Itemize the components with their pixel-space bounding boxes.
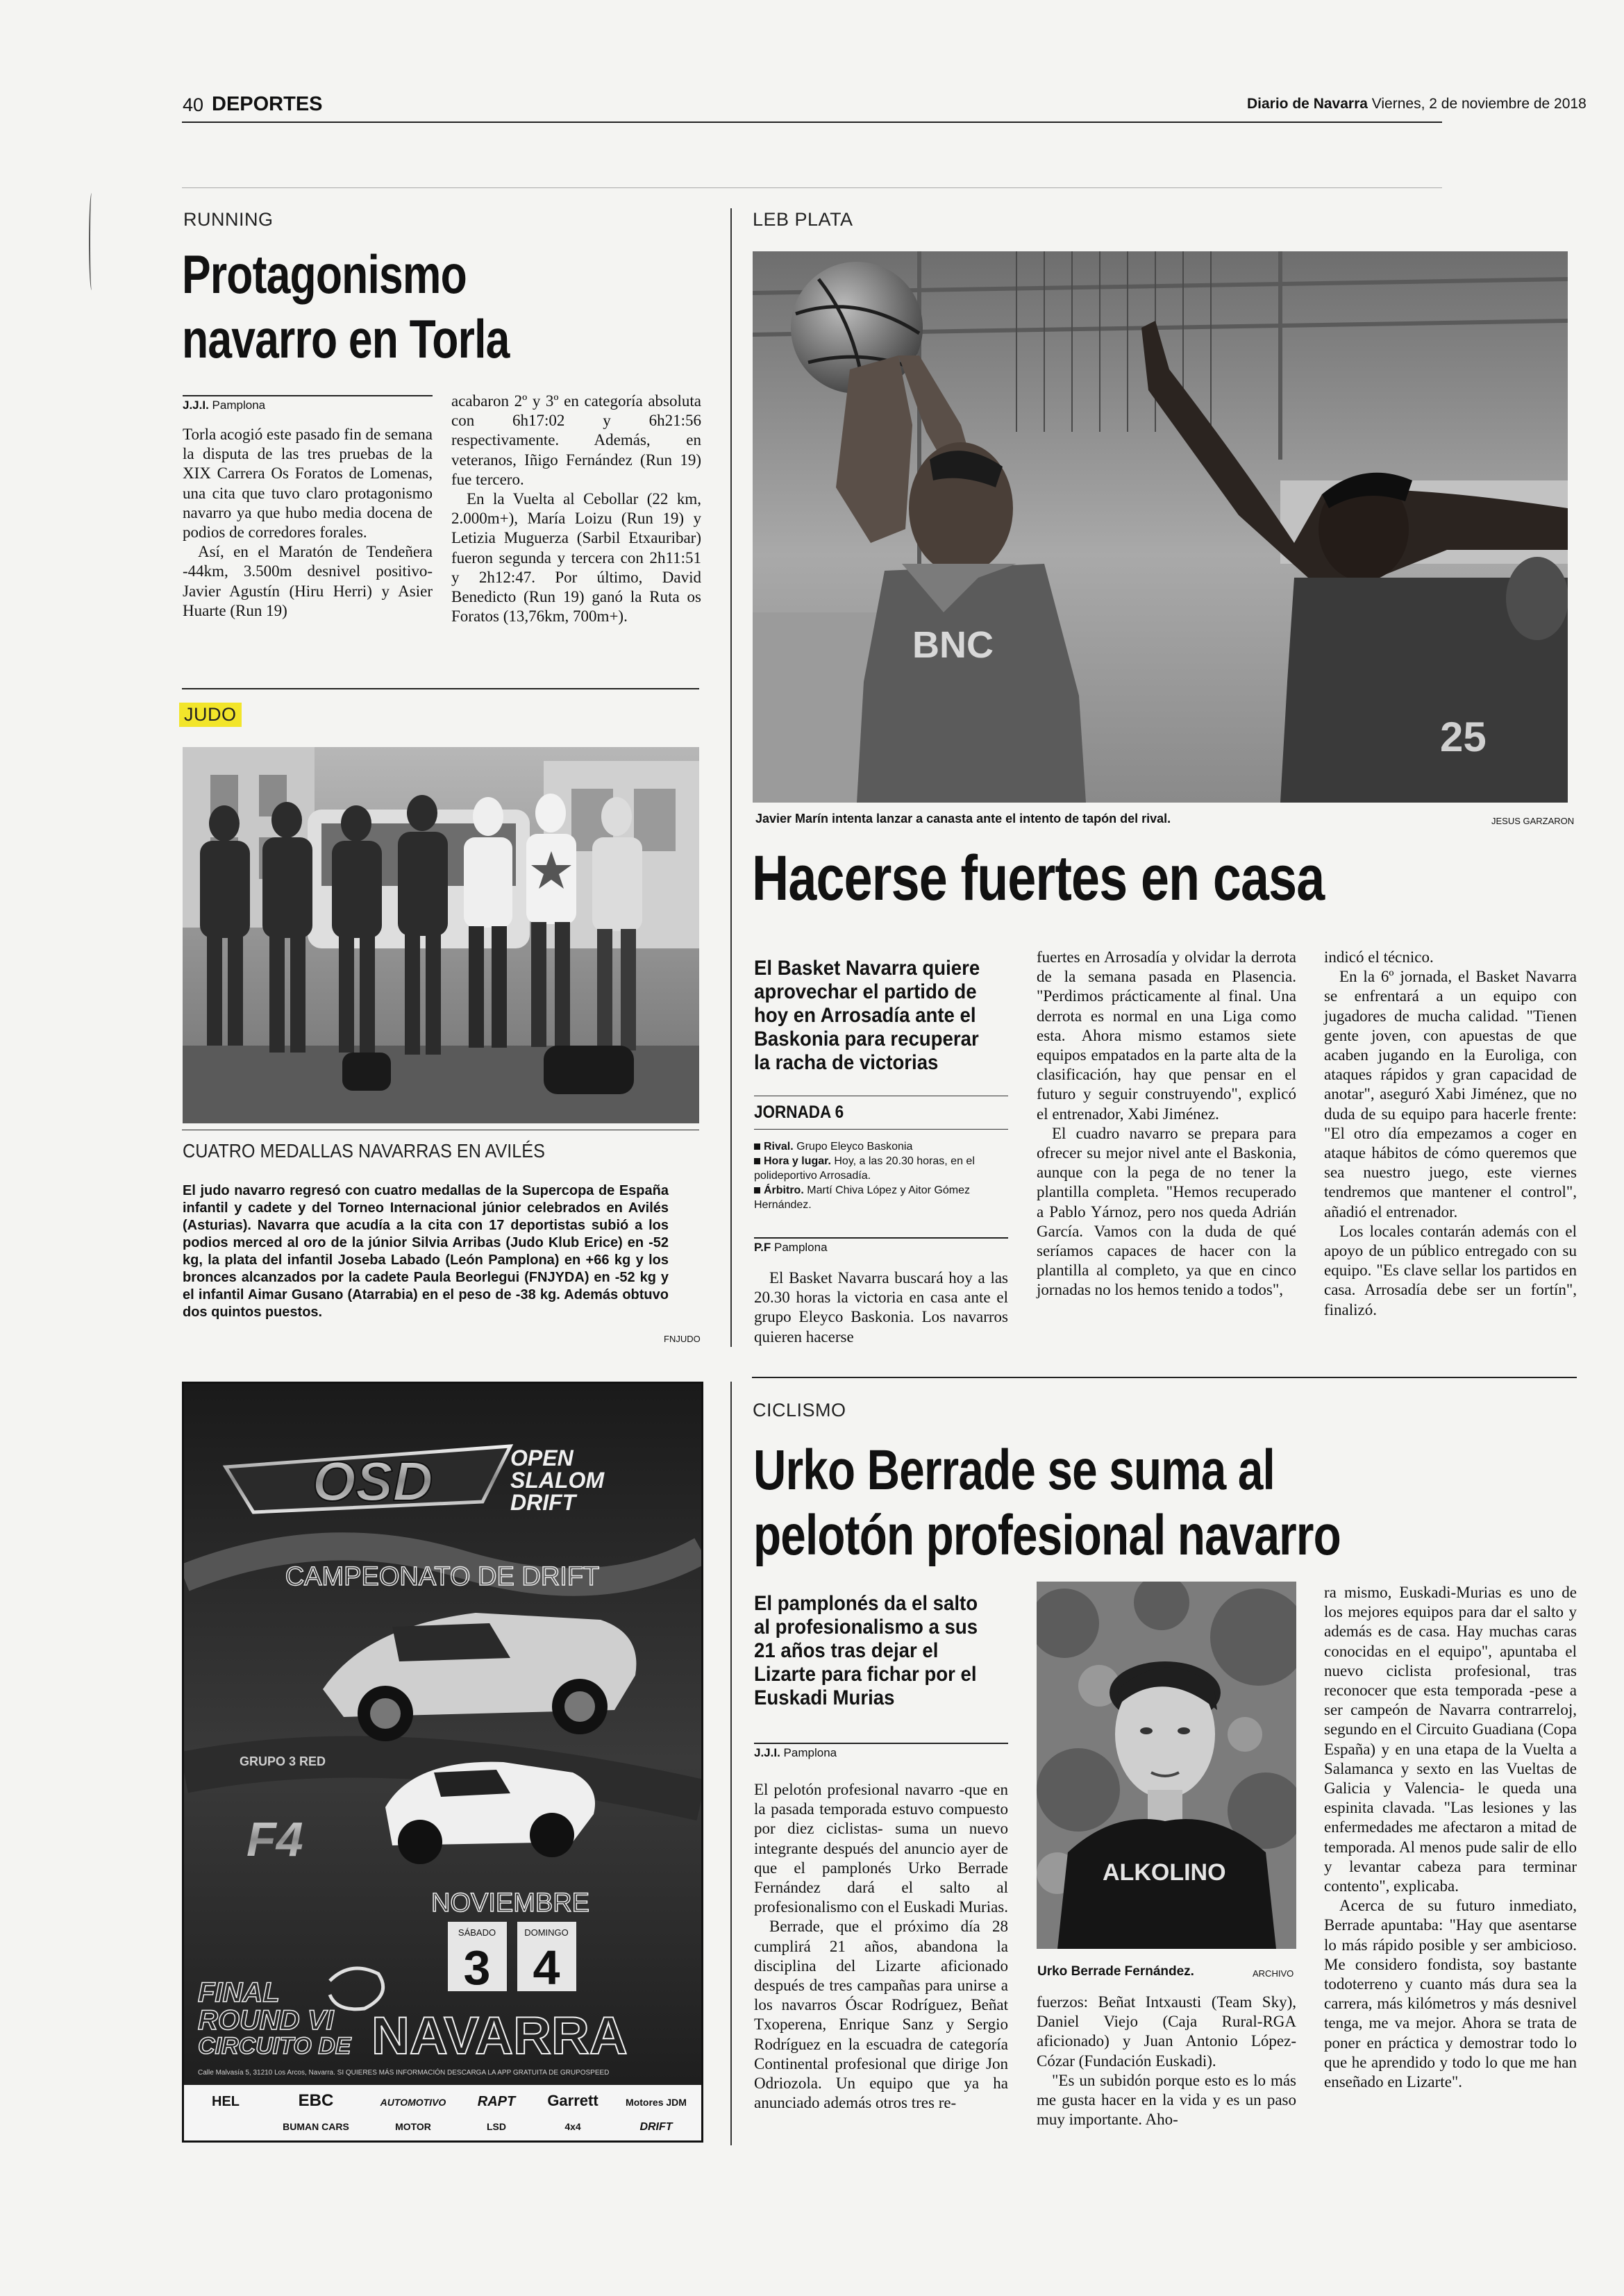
basketball-action-photo-image [753,251,1568,803]
column-divider-bottom [730,1382,732,2145]
column-divider-top [730,208,732,1347]
judo-photo-credit: FNJUDO [664,1334,701,1344]
leb-jornada: JORNADA 6 [754,1103,844,1122]
header-rule [182,121,1442,123]
ciclismo-para: El pelotón profesional navarro -que en la pasada temporada estuvo compuesto por diez ciclistas- suma un nuevo integrante después del anuncio ayer de que el pamplonés Urko Berrade Fernández dará el salto al profesionalismo con el Euskadi Murias. [754,1781,1009,1916]
ad-address: Calle Malvasía 5, 31210 Los Arcos, Navarra. SI QUIERES MÁS INFORMACIÓN DESCARGA LA APP GRATUITA DE GRUPOSPEED [198,2069,610,2077]
running-headline-1: Protagonismo [182,244,467,305]
sponsor-4x4: 4x4 [564,2121,581,2132]
ad-month: NOVIEMBRE [430,1888,590,1918]
running-para: acabaron 2º y 3º en categoría absoluta con 6h17:02 y 6h21:56 respectivamente. Además, en veteranos, Iñigo Fernández (Run 19) fue tercero. [451,392,701,488]
jersey-number: 25 [1440,714,1487,760]
fact-label: Hora y lugar. [764,1155,831,1167]
judo-team-photo [183,747,699,1123]
leb-photo-credit: JESUS GARZARON [1491,816,1575,826]
header-rule-thin [182,187,1442,188]
ciclismo-byline-rule [754,1743,1008,1744]
fact-value: Hoy, a las 20.30 horas, en el polideportivo Arrosadía. [754,1155,975,1182]
ad-group: GRUPO 3 RED [240,1754,326,1768]
ciclismo-section-label: CICLISMO [753,1400,846,1421]
ad-final: FINAL [198,1977,280,2008]
drift-ad-artwork [184,1384,701,2140]
ciclismo-photo-caption: Urko Berrade Fernández. [1037,1964,1194,1979]
ad-round: ROUND VI [198,2005,334,2036]
ad-logo-open: OPEN [510,1446,574,1470]
running-byline-author: J.J.I. [183,399,209,412]
fact-hora [754,1154,1010,1183]
page-date: Viernes, 2 de noviembre de 2018 [1371,96,1587,112]
leb-para: El Basket Navarra buscará hoy a las 20.30 horas la victoria en casa ante el grupo Eleyco Baskonia. Los navarros quieren hacerse [754,1269,1008,1346]
sponsor-automotivo: AUTOMOTIVO [380,2097,446,2108]
leb-para: fuertes en Arrosadía y olvidar la derrota de la semana pasada en Plasencia. "Perdimos prácticamente al final. Una derrota es normal en una Liga como esta. Ahora mismo estamos siete equipos empatados en la parte alta de la clasificación, hay que pensar en el futuro y seguir construyendo", explicó el entrenador, Xabi Jiménez. [1037,948,1296,1123]
leb-subhead: El Basket Navarra quiere aprovechar el partido de hoy en Arrosadía ante el Baskonia para recuperar la racha de victorias [754,957,980,1074]
scan-edge-mark [89,193,94,290]
basketball-action-photo [753,251,1568,803]
ad-logo-drift: DRIFT [510,1490,576,1515]
ciclismo-byline-city: Pamplona [783,1746,837,1759]
leb-facts [754,1139,1010,1212]
running-section-label: RUNNING [183,209,274,230]
sponsor-buman: BUMAN CARS [283,2121,349,2132]
leb-bottom-rule [752,1377,1577,1378]
ad-day-label-sat: SÁBADO [458,1927,496,1938]
ad-day-label-sun: DOMINGO [524,1927,569,1938]
leb-col-2 [1037,948,1296,1300]
ad-circuito: CIRCUITO DE [198,2033,351,2059]
judo-section-label: JUDO [179,703,242,727]
running-para: En la Vuelta al Cebollar (22 km, 2.000m+), María Loizu (Run 19) y Letizia Muguerza (Sarbil Etxauribar) fueron segunda y tercera con 2h11:51 y 2h12:47. Por último, David Benedicto (Run 19) ganó la Ruta os Foratos (13,76km, 700m+). [451,490,701,626]
page-date-line [1247,96,1587,112]
leb-byline-city: Pamplona [774,1241,828,1254]
leb-byline [754,1241,828,1255]
running-byline-city: Pamplona [212,399,266,412]
sponsor-hel: HEL [212,2094,240,2109]
ciclismo-para: Acerca de su futuro inmediato, Berrade apuntaba: "Hay que asentarse lo más rápido posible y ser ambicioso. Me considero fondista, soy bastante todoterreno y cuanto más dura sea la carrera, más kilómetros y más desnivel tenga, me va mejor. Ahora se trata de poner en práctica y demostrar todo lo que he aprendido y todo lo que me han enseñado en Lizarte". [1324,1897,1577,2091]
leb-section-label: LEB PLATA [753,209,853,230]
leb-para: indicó el técnico. [1324,948,1434,966]
ad-day-4: 4 [533,1941,560,1995]
ciclismo-byline-author: J.J.I. [754,1746,780,1759]
ad-logo-slalom: SLALOM [510,1468,605,1493]
running-bottom-rule [182,688,699,689]
fact-value: Grupo Eleyco Baskonia [796,1141,913,1153]
jersey-letters: BNC [912,624,994,666]
page-number: 40 [183,94,204,115]
ciclismo-col-1 [754,1780,1008,2113]
fact-label: Árbitro. [764,1184,804,1196]
sponsor-garrett: Garrett [547,2092,598,2109]
fact-arbitro [754,1183,1010,1212]
drift-advertisement[interactable] [182,1382,703,2143]
leb-headline: Hacerse fuertes en casa [752,843,1325,914]
running-col-2 [451,392,701,626]
ciclismo-para: ra mismo, Euskadi-Murias es uno de los mejores equipos para dar el salto y además es de casa. Hay muchas caras conocidas en el equipo", apuntaba el nuevo ciclista profesional, tras reconocer que esta temporada -pese a ser campeón de Navarra contrarreloj, segundo en el Circuito Guadiana (Copa España) y en una etapa de la Vuelta a Salamanca y sexto en las Vueltas de Galicia y Valencia- le queda una espinita clavada. "Las lesiones y las enfermedades me afectaron a mitad de temporada. Al menos pude salir de ello y levantar cabeza para terminar contento", explicaba. [1324,1584,1577,1895]
running-col-1 [183,425,433,621]
leb-byline-author: P.F [754,1241,771,1254]
ciclismo-byline [754,1746,837,1760]
ad-day-3: 3 [463,1941,491,1995]
fact-rival [754,1139,1010,1154]
sponsor-motores-jdm: Motores JDM [626,2097,687,2108]
sponsor-rapt: RAPT [477,2094,516,2109]
judo-headline: CUATRO MEDALLAS NAVARRAS EN AVILÉS [183,1140,545,1162]
leb-para: Los locales contarán además con el apoyo de un público entregado con su equipo. "Es clave sellar los partidos en casa. Arrosadía debe ser un fortín", finalizó. [1324,1222,1577,1318]
ciclismo-para: fuerzos: Beñat Intxausti (Team Sky), Daniel Viejo (Caja Rural-RGA aficionado) y Juan Antonio López-Cózar (Fundación Euskadi). [1037,1993,1296,2070]
shirt-text: ALKOLINO [1103,1859,1226,1886]
running-headline-2: navarro en Torla [182,308,510,369]
sponsor-ebc: EBC [298,2091,334,2110]
leb-col-3 [1324,948,1577,1320]
ciclismo-para: Berrade, que el próximo día 28 cumplirá 21 años, abandona la disciplina del Lizarte aficionado después de tres campañas para unirse a los navarros Óscar Rodríguez, Beñat Txoperena, Enrique Sanz y Sergio Rodríguez en la escuadra de categoría Continental profesional que dirige Jon Odriozola. Un equipo que ya ha anunciado además otros tres re- [754,1918,1008,2112]
cyclist-portrait-image [1037,1582,1296,1949]
fact-label: Rival. [764,1141,794,1153]
running-para: Así, en el Maratón de Tendeñera -44km, 3.500m desnivel positivo- Javier Agustín (Hiru Herri) y Asier Huarte (Run 19) [183,543,433,619]
ad-title: CAMPEONATO DE DRIFT [285,1562,600,1591]
ciclismo-col-2 [1037,1993,1296,2129]
ad-f4-logo: F4 [246,1812,303,1866]
running-byline-rule [183,395,433,396]
ad-region: NAVARRA [371,2006,628,2065]
leb-byline-rule [754,1237,1008,1239]
ciclismo-subhead: El pamplonés da el salto al profesionalismo a sus 21 años tras dejar el Lizarte para fichar por el Euskadi Murias [754,1592,978,1709]
judo-team-photo-image [183,747,699,1123]
sponsor-lsd: LSD [487,2121,506,2132]
paper-name: Diario de Navarra [1247,96,1368,112]
leb-jornada-rule-2 [754,1129,1008,1130]
running-byline [183,399,265,412]
page-section: DEPORTES [212,93,323,115]
sponsor-drift: DRIFT [639,2121,673,2133]
cyclist-portrait-photo [1037,1582,1296,1949]
leb-para: El cuadro navarro se prepara para ofrecer su mejor nivel ante el Baskonia, aunque con la pega de no tener la plantilla completa. "Hemos recuperado a Pablo Yárnoz, pero nos queda Adrián García. Vamos con la duda de qué seríamos capaces de hacer con la plantilla al completo, ya que en cinco jornadas no los hemos tenido a todos", [1037,1124,1296,1299]
sponsor-motor: MOTOR [395,2121,431,2132]
ad-logo-letters: OSD [312,1450,433,1512]
ciclismo-headline-2: pelotón profesional navarro [753,1504,1341,1567]
running-para: Torla acogió este pasado fin de semana la disputa de las tres pruebas de la XIX Carrera Os Foratos de Lomenas, una cita que tuvo claro protagonismo navarro ya que hubo media docena de podios de corredores forales. [183,426,433,542]
fact-value: Martí Chiva López y Aitor Gómez Hernández. [754,1184,970,1211]
ciclismo-para: "Es un subidón porque esto es lo más me gusta hacer en la vida y es un paso muy importante. Aho- [1037,2071,1296,2129]
ciclismo-headline-1: Urko Berrade se suma al [753,1439,1275,1502]
judo-body: El judo navarro regresó con cuatro medallas de la Supercopa de España infantil y cadete y del Torneo Internacional júnior celebrados en Avilés (Asturias). Navarra que acudía a la cita con 17 deportistas subió a los podios merced al oro de la júnior Silvia Arribas (Judo Klub Erice) en -52 kg, la plata del infantil Joseba Labado (León Pamplona) en +66 kg y los bronces alcanzados por la cadete Paula Beorlegui (FNJYDA) en -52 kg y el infantil Aimar Gusano (Atarrabia) en el peso de -38 kg. Además obtuvo dos quintos puestos. [183,1183,669,1320]
ciclismo-col-3 [1324,1583,1577,2092]
leb-col-1 [754,1268,1008,1347]
leb-para: En la 6º jornada, el Basket Navarra se enfrentará a un equipo con jugadores de mucha calidad. "Tienen gente joven, con apuestas de que acaben jugando en la Euroliga, con ataques rápidos y gran capacidad de anotar", aseguró Xabi Jiménez, que no duda de su equipo para hacerle frente: "El otro día empezamos a coger en ataque hábitos de cómo queremos que sea nuestro juego, este viernes tendremos que mantener el control", añadió el entrenador. [1324,968,1577,1221]
leb-photo-caption: Javier Marín intenta lanzar a canasta ante el intento de tapón del rival. [755,812,1171,826]
ciclismo-photo-credit: ARCHIVO [1253,1968,1294,1979]
